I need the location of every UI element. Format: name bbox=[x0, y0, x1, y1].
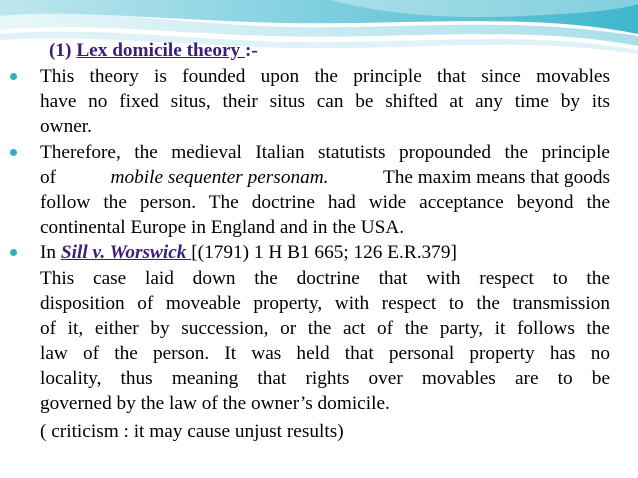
heading-suffix: :- bbox=[245, 40, 258, 61]
bullet1-line3: owner. bbox=[40, 116, 92, 137]
bullet2-line2-end: The maxim means that goods bbox=[382, 167, 610, 188]
paragraph-line4: law of the person. It was held that personal property has no bbox=[40, 343, 610, 364]
bullet-icon bbox=[10, 149, 17, 156]
criticism-note: ( criticism : it may cause unjust results) bbox=[40, 421, 344, 442]
case-name: Sill v. Worswick bbox=[60, 242, 192, 263]
bullet2-line4: continental Europe in England and in the USA. bbox=[40, 217, 405, 238]
latin-maxim: mobile sequenter personam. bbox=[110, 167, 329, 188]
paragraph-line1: This case laid down the doctrine that with respect to the bbox=[40, 268, 610, 289]
paragraph-line6: governed by the law of the owner’s domicile. bbox=[40, 393, 390, 414]
paragraph-line2: disposition of moveable property, with respect to the transmission bbox=[40, 293, 610, 314]
heading-title: Lex domicile theory bbox=[76, 40, 245, 61]
bullet2-line2 bbox=[40, 167, 610, 189]
paragraph-line3: of it, either by succession, or the act of the party, it follows the bbox=[40, 318, 610, 339]
bullet2-line2-start: of bbox=[40, 167, 57, 188]
bullet3-prefix: In bbox=[40, 242, 61, 263]
bullet-icon bbox=[10, 73, 17, 80]
bullet-icon bbox=[10, 249, 17, 256]
paragraph-line5: locality, thus meaning that rights over movables are to be bbox=[40, 368, 610, 389]
bullet3-line bbox=[40, 242, 457, 264]
section-heading bbox=[49, 40, 258, 62]
bullet2-line3: follow the person. The doctrine had wide acceptance beyond the bbox=[40, 192, 610, 213]
bullet2-line1: Therefore, the medieval Italian statutists propounded the principle bbox=[40, 142, 610, 163]
bullet1-line2: have no fixed situs, their situs can be shifted at any time by its bbox=[40, 91, 610, 112]
bullet1-line1: This theory is founded upon the principle that since movables bbox=[40, 66, 610, 87]
heading-number: (1) bbox=[49, 40, 77, 61]
case-citation: [(1791) 1 H B1 665; 126 E.R.379] bbox=[191, 242, 457, 263]
